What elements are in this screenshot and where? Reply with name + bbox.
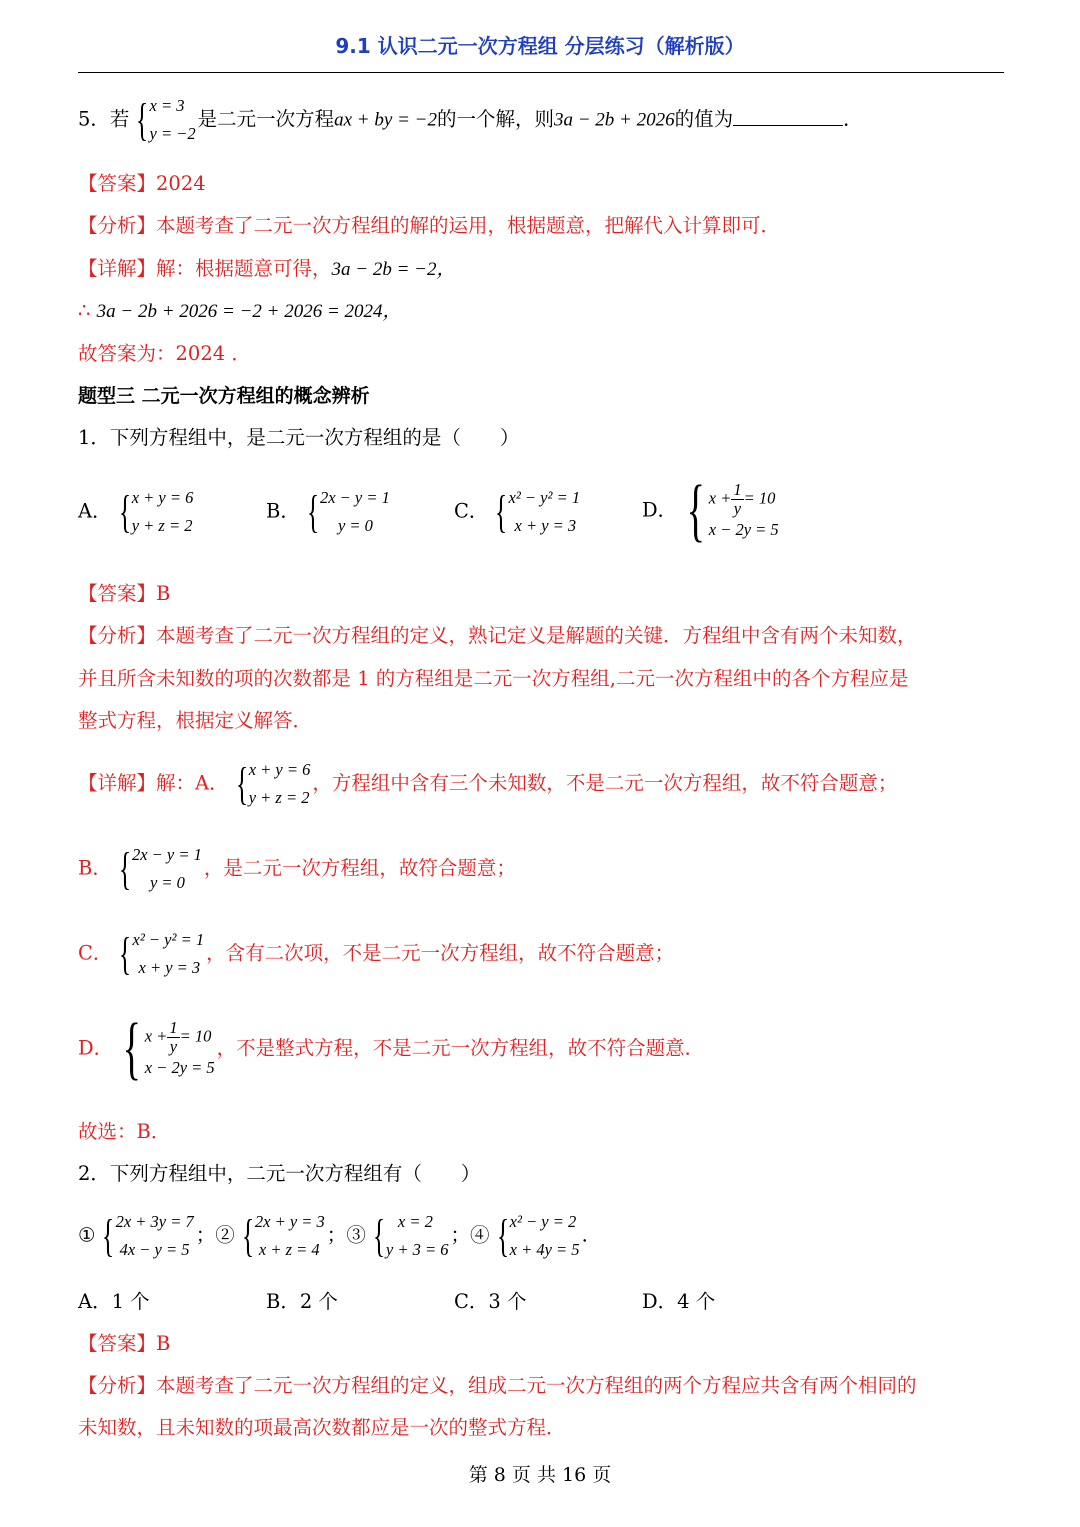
q1-stem: 1．下列方程组中，是二元一次方程组的是（ ） [78,426,520,449]
q2-choice-d: D．4 个 [642,1290,716,1313]
q1-option-d: D． { x + $\frac{1}{y}$ = 10 x − 2y = 5 [642,472,779,549]
q1-final: 故选：B． [78,1120,171,1143]
q5-system: { x = 3 y = −2 [136,94,196,145]
question-5: 5．若 { x = 3 y = −2 是二元一次方程ax + by = −2的一个解，则3a − 2b + 2026的值为 ． [78,92,863,148]
answer-blank [733,105,843,126]
q2-analysis-line-2: 未知数，且未知数的项最高次数都应是一次的整式方程． [78,1416,566,1439]
q5-analysis: 【分析】本题考查了二元一次方程组的解的运用，根据题意，把解代入计算即可． [78,214,781,237]
q1-option-b: B． { 2x − y = 1 y = 0 [266,486,390,537]
section-title: 题型三 二元一次方程组的概念辨析 [78,385,370,407]
q2-analysis-line-1: 【分析】本题考查了二元一次方程组的定义，组成二元一次方程组的两个方程应共含有两个相同的 [78,1374,917,1397]
q1-option-c: C． { x² − y² = 1 x + y = 3 [454,486,581,537]
q1-detail-b: B． { 2x − y = 1 y = 0 ，是二元一次方程组，故符合题意； [78,843,516,894]
q5-detail: 【详解】解：根据题意可得，3a − 2b = −2， [78,257,456,280]
q1-analysis-line-2: 并且所含未知数的项的次数都是 1 的方程组是二元一次方程组,二元一次方程组中的各个方程应是 [78,667,909,690]
q1-detail-a: 【详解】解：A． { x + y = 6 y + z = 2 ，方程组中含有三个未知数，不是二元一次方程组，故不符合题意； [78,758,898,809]
q1-detail-d: D． { x + $\frac{1}{y}$ = 10 x − 2y = 5 ，不是整式方程，不是二元一次方程组，故不符合题意． [78,1010,705,1087]
q2-choice-b: B．2 个 [266,1290,338,1313]
q5-answer: 【答案】2024 [78,172,206,195]
q2-answer: 【答案】B [78,1332,171,1355]
page-header-title: 9.1 认识二元一次方程组 分层练习（解析版） [335,34,745,58]
q1-analysis-line-3: 整式方程，根据定义解答． [78,709,313,732]
q2-stem: 2．下列方程组中，二元一次方程组有（ ） [78,1162,481,1185]
q5-prefix: 5．若 [78,107,130,131]
q1-detail-c: C． { x² − y² = 1 x + y = 3 ，含有二次项，不是二元一次方程组，故不符合题意； [78,928,675,979]
q2-choice-c: C．3 个 [454,1290,527,1313]
q5-therefore: ∴ 3a − 2b + 2026 = −2 + 2026 = 2024， [78,299,402,322]
q1-option-a: A． { x + y = 6 y + z = 2 [78,486,194,537]
q5-final: 故答案为：2024 ． [78,342,251,365]
page-footer: 第 8 页 共 16 页 [468,1464,612,1486]
q2-systems: ① { 2x + 3y = 7 4x − y = 5 ；② { 2x + y = 3 x + z = 4 ；③ { x = 2 y + 3 = 6 ；④ { x² − y = 2 x + 4y = 5 . [78,1210,588,1261]
header-rule [78,72,1004,73]
q1-answer: 【答案】B [78,582,171,605]
q2-choice-a: A．1 个 [78,1290,150,1313]
q1-analysis-line-1: 【分析】本题考查了二元一次方程组的定义，熟记定义是解题的关键．方程组中含有两个未知数， [78,624,917,647]
